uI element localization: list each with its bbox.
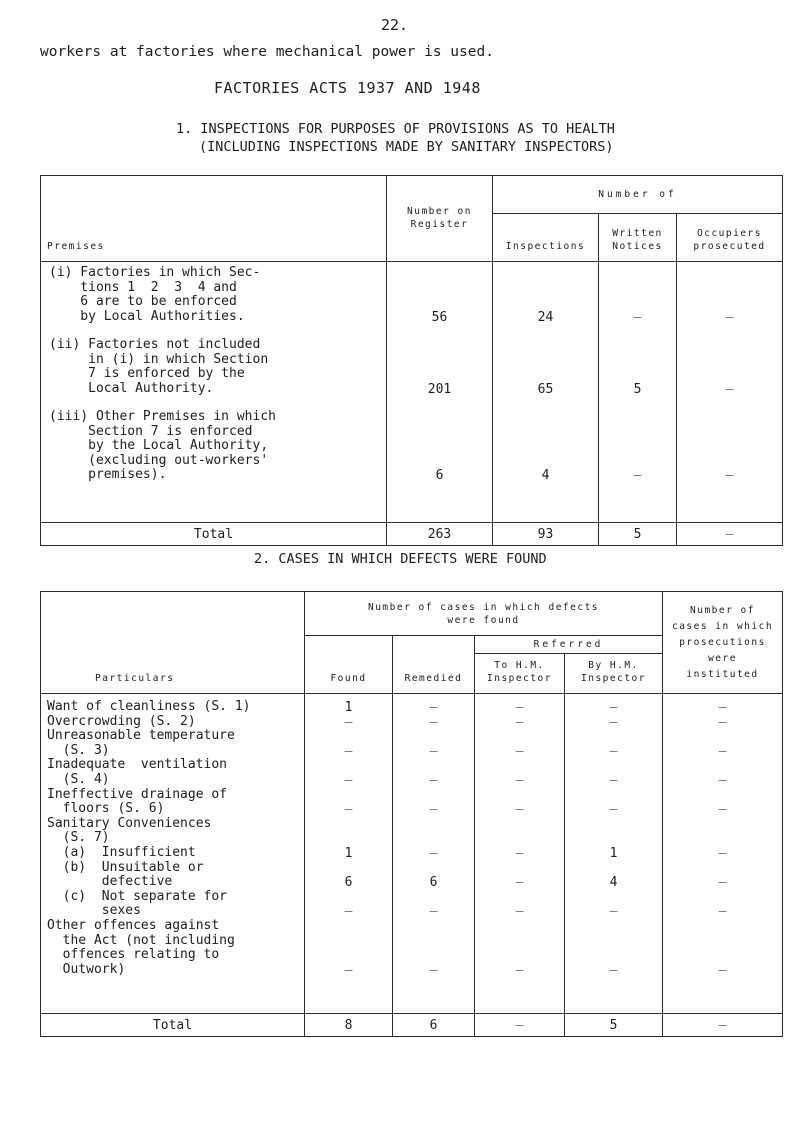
total-prosecutions: — bbox=[663, 1014, 783, 1037]
by-hm-value: — bbox=[609, 773, 618, 788]
prosecuted-value: — bbox=[725, 381, 734, 397]
total-label: Total bbox=[41, 1014, 305, 1037]
inspections-value: 65 bbox=[537, 381, 554, 397]
header-number-on-register: Number on Register bbox=[387, 176, 493, 262]
defects-table bbox=[40, 591, 783, 1037]
prosecutions-value: — bbox=[718, 802, 727, 818]
to-hm-value: — bbox=[515, 700, 524, 715]
register-value: 201 bbox=[427, 381, 452, 397]
particulars-line: Unreasonable temperature bbox=[47, 728, 235, 744]
header-written-notices: Written Notices bbox=[599, 214, 677, 262]
particulars-line: (S. 3) bbox=[47, 742, 110, 758]
to-hm-column bbox=[475, 694, 565, 1014]
total-row bbox=[41, 1014, 783, 1037]
total-prosecuted: — bbox=[677, 523, 783, 546]
found-value: 6 bbox=[344, 875, 353, 891]
total-by-hm: 5 bbox=[565, 1014, 663, 1037]
found-value: 1 bbox=[344, 700, 353, 715]
by-hm-value: 4 bbox=[609, 875, 618, 891]
header-prosecutions: Number of cases in which prosecutions were instituted bbox=[663, 592, 783, 694]
prosecutions-value: — bbox=[718, 700, 727, 715]
remedied-value: — bbox=[429, 743, 438, 759]
premises-line: premises). bbox=[49, 467, 167, 482]
intro-text: workers at factories where mechanical power is used. bbox=[40, 44, 494, 60]
found-value: — bbox=[344, 802, 353, 818]
inspections-table bbox=[40, 175, 783, 546]
premises-line: (ii) Factories not included bbox=[49, 337, 261, 352]
premises-line: by the Local Authority, bbox=[49, 438, 269, 453]
header-remedied: Remedied bbox=[393, 636, 475, 694]
found-column bbox=[305, 694, 393, 1014]
register-value: 6 bbox=[435, 468, 444, 483]
prosecutions-value: — bbox=[718, 743, 727, 759]
found-value: — bbox=[344, 904, 353, 920]
remedied-value: 6 bbox=[429, 875, 438, 891]
register-value: 56 bbox=[431, 309, 448, 325]
to-hm-value: — bbox=[515, 714, 524, 730]
section1-heading bbox=[176, 120, 615, 156]
by-hm-value: — bbox=[609, 962, 618, 978]
to-hm-value: — bbox=[515, 846, 524, 861]
premises-item bbox=[49, 338, 386, 396]
particulars-line: (b) Unsuitable or bbox=[47, 859, 204, 875]
section1-heading-line2: (INCLUDING INSPECTIONS MADE BY SANITARY INSPECTORS) bbox=[199, 139, 614, 155]
particulars-line: Other offences against bbox=[47, 917, 220, 933]
found-value: — bbox=[344, 743, 353, 759]
remedied-value: — bbox=[429, 962, 438, 978]
premises-line: tions 1 2 3 4 and bbox=[49, 279, 237, 295]
remedied-column bbox=[393, 694, 475, 1014]
particulars-line: (a) Insufficient bbox=[47, 844, 196, 860]
header-by-hm-inspector: By H.M. Inspector bbox=[565, 654, 663, 694]
header-referred: Referred bbox=[475, 636, 663, 654]
header-found: Found bbox=[305, 636, 393, 694]
by-hm-value: — bbox=[609, 700, 618, 715]
particulars-line: defective bbox=[47, 874, 173, 890]
prosecutions-value: — bbox=[718, 846, 727, 861]
by-hm-value: 1 bbox=[609, 846, 618, 861]
register-column bbox=[387, 262, 493, 523]
notices-value: — bbox=[633, 468, 642, 483]
remedied-value: — bbox=[429, 700, 438, 715]
prosecutions-value: — bbox=[718, 904, 727, 920]
total-inspections: 93 bbox=[493, 523, 599, 546]
particulars-list bbox=[47, 700, 304, 977]
particulars-line: offences relating to bbox=[47, 947, 220, 963]
total-register: 263 bbox=[387, 523, 493, 546]
total-remedied: 6 bbox=[393, 1014, 475, 1037]
particulars-line: Inadequate ventilation bbox=[47, 757, 228, 773]
total-found: 8 bbox=[305, 1014, 393, 1037]
prosecutions-value: — bbox=[718, 714, 727, 730]
particulars-line: Ineffective drainage of bbox=[47, 786, 228, 802]
to-hm-value: — bbox=[515, 773, 524, 788]
inspections-column bbox=[493, 262, 599, 523]
particulars-line: Outwork) bbox=[47, 961, 126, 977]
header-number-of-cases: Number of cases in which defects were found bbox=[305, 592, 663, 636]
particulars-line: Overcrowding (S. 2) bbox=[47, 713, 196, 729]
premises-line: 6 are to be enforced bbox=[49, 294, 237, 309]
particulars-line: (c) Not separate for bbox=[47, 888, 228, 904]
found-value: — bbox=[344, 714, 353, 730]
found-value: 1 bbox=[344, 846, 353, 861]
particulars-line: the Act (not including bbox=[47, 932, 235, 948]
to-hm-value: — bbox=[515, 875, 524, 891]
prosecuted-column bbox=[677, 262, 783, 523]
premises-line: (i) Factories in which Sec- bbox=[49, 265, 261, 280]
notices-column bbox=[599, 262, 677, 523]
acts-title: FACTORIES ACTS 1937 AND 1948 bbox=[214, 79, 481, 97]
to-hm-value: — bbox=[515, 802, 524, 818]
found-value: — bbox=[344, 962, 353, 978]
to-hm-value: — bbox=[515, 904, 524, 920]
premises-column bbox=[41, 262, 387, 523]
particulars-line: sexes bbox=[47, 903, 141, 919]
premises-list bbox=[49, 266, 386, 483]
by-hm-value: — bbox=[609, 743, 618, 759]
particulars-line: Want of cleanliness (S. 1) bbox=[47, 699, 251, 714]
premises-line: in (i) in which Section bbox=[49, 351, 269, 367]
by-hm-value: — bbox=[609, 904, 618, 920]
page-number: 22. bbox=[381, 16, 409, 34]
particulars-column bbox=[41, 694, 305, 1014]
notices-value: 5 bbox=[633, 381, 642, 397]
premises-item bbox=[49, 266, 386, 324]
header-occupiers-prosecuted: Occupiers prosecuted bbox=[677, 214, 783, 262]
prosecutions-value: — bbox=[718, 773, 727, 788]
premises-item bbox=[49, 410, 386, 483]
remedied-value: — bbox=[429, 714, 438, 730]
section1-heading-line1: 1. INSPECTIONS FOR PURPOSES OF PROVISIONS AS TO HEALTH bbox=[176, 121, 615, 137]
particulars-line: (S. 7) bbox=[47, 830, 110, 846]
premises-line: (iii) Other Premises in which bbox=[49, 409, 276, 424]
prosecutions-value: — bbox=[718, 962, 727, 978]
particulars-line: (S. 4) bbox=[47, 771, 110, 787]
remedied-value: — bbox=[429, 904, 438, 920]
header-number-of: Number of bbox=[493, 176, 783, 214]
found-value: — bbox=[344, 773, 353, 788]
to-hm-value: — bbox=[515, 743, 524, 759]
header-to-hm-inspector: To H.M. Inspector bbox=[475, 654, 565, 694]
header-inspections: Inspections bbox=[493, 214, 599, 262]
by-hm-value: — bbox=[609, 714, 618, 730]
particulars-line: floors (S. 6) bbox=[47, 801, 165, 817]
total-row bbox=[41, 523, 783, 546]
inspections-value: 4 bbox=[541, 468, 550, 483]
by-hm-value: — bbox=[609, 802, 618, 818]
remedied-value: — bbox=[429, 802, 438, 818]
total-notices: 5 bbox=[599, 523, 677, 546]
premises-line: by Local Authorities. bbox=[49, 308, 245, 324]
header-premises: Premises bbox=[41, 176, 387, 262]
prosecutions-value: — bbox=[718, 875, 727, 891]
notices-value: — bbox=[633, 309, 642, 325]
section2-heading: 2. CASES IN WHICH DEFECTS WERE FOUND bbox=[254, 551, 547, 567]
to-hm-value: — bbox=[515, 962, 524, 978]
premises-line: Local Authority. bbox=[49, 380, 214, 396]
prosecuted-value: — bbox=[725, 468, 734, 483]
premises-line: Section 7 is enforced bbox=[49, 423, 253, 439]
header-particulars: Particulars bbox=[41, 592, 305, 694]
remedied-value: — bbox=[429, 773, 438, 788]
premises-line: (excluding out-workers' bbox=[49, 452, 269, 468]
premises-line: 7 is enforced by the bbox=[49, 366, 245, 381]
total-label: Total bbox=[41, 523, 387, 546]
total-to-hm: — bbox=[475, 1014, 565, 1037]
prosecutions-column bbox=[663, 694, 783, 1014]
inspections-value: 24 bbox=[537, 309, 554, 325]
particulars-line: Sanitary Conveniences bbox=[47, 815, 212, 831]
by-hm-column bbox=[565, 694, 663, 1014]
remedied-value: — bbox=[429, 846, 438, 861]
prosecuted-value: — bbox=[725, 309, 734, 325]
